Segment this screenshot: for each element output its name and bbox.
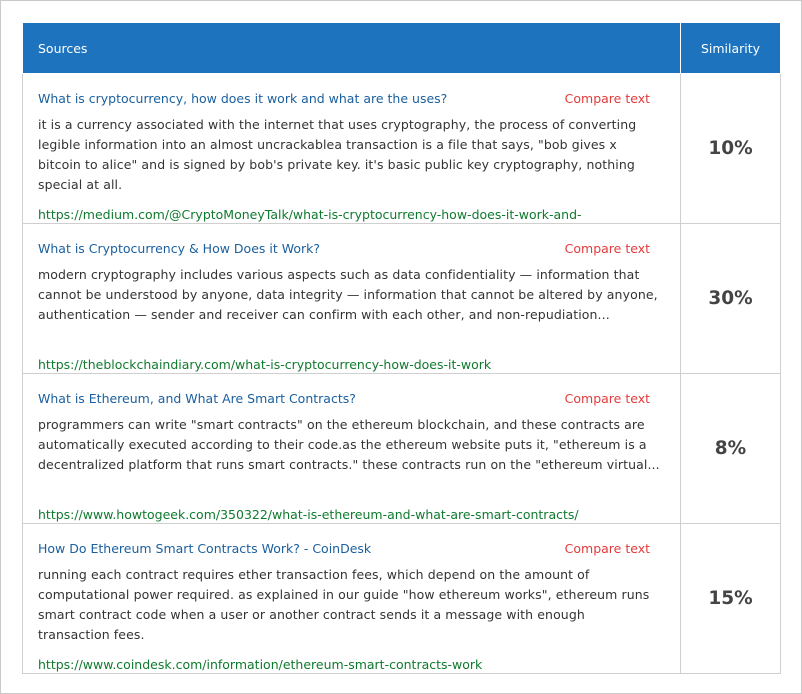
similarity-value: 15%: [681, 524, 781, 674]
source-url-link[interactable]: https://www.howtogeek.com/350322/what-is-ethereum-and-what-are-smart-contracts/: [38, 507, 579, 522]
source-url-link[interactable]: https://theblockchaindiary.com/what-is-cryptocurrency-how-does-it-work: [38, 357, 492, 372]
table-row: [23, 74, 781, 224]
compare-text-button[interactable]: Compare text: [564, 541, 650, 556]
similarity-value: 10%: [681, 74, 781, 224]
source-cell: [23, 224, 681, 374]
matched-snippet: modern cryptography includes various aspects such as data confidentiality — information that cannot be understood by anyone, data integrity — information that cannot be altered by anyone, authentication — sender and receiver can confirm with each other, and non-repudiation...: [38, 267, 658, 322]
compare-text-button[interactable]: Compare text: [564, 391, 650, 406]
sources-column-header: Sources: [23, 23, 681, 74]
similarity-value: 30%: [681, 224, 781, 374]
table-row: [23, 524, 781, 674]
source-cell: [23, 524, 681, 674]
source-cell: [23, 374, 681, 524]
similarity-column-header: Similarity: [681, 23, 781, 74]
source-cell: [23, 74, 681, 224]
table-row: [23, 224, 781, 374]
table-row: [23, 374, 781, 524]
source-title-link[interactable]: What is Cryptocurrency & How Does it Work?: [38, 241, 321, 256]
similarity-value: 8%: [681, 374, 781, 524]
table-header: [23, 23, 781, 74]
matched-snippet: programmers can write "smart contracts" on the ethereum blockchain, and these contracts are automatically executed according to their code.as the ethereum website puts it, "ethereum is a decentralized platform that runs smart contracts." these contracts run on the "ethereum virtual...: [38, 417, 660, 472]
matched-snippet: it is a currency associated with the internet that uses cryptography, the process of converting legible information into an almost uncrackablea transaction is a file that says, "bob gives x bitcoin to alice" and is signed by bob's private key. it's basic public key cryptography, nothing special at all.: [38, 117, 637, 192]
source-url-link[interactable]: https://www.coindesk.com/information/ethereum-smart-contracts-work: [38, 657, 483, 672]
source-title-link[interactable]: How Do Ethereum Smart Contracts Work? - CoinDesk: [38, 541, 372, 556]
compare-text-button[interactable]: Compare text: [564, 91, 650, 106]
compare-text-button[interactable]: Compare text: [564, 241, 650, 256]
matched-snippet: running each contract requires ether transaction fees, which depend on the amount of computational power required. as explained in our guide "how ethereum works", ethereum runs smart contract code when a user or another contract sends it a message with enough transaction fees.: [38, 567, 650, 642]
source-title-link[interactable]: What is cryptocurrency, how does it work and what are the uses?: [38, 91, 448, 106]
source-title-link[interactable]: What is Ethereum, and What Are Smart Contracts?: [38, 391, 356, 406]
sources-table: [22, 22, 781, 674]
source-url-link[interactable]: https://medium.com/@CryptoMoneyTalk/what-is-cryptocurrency-how-does-it-work-and-: [38, 207, 582, 222]
